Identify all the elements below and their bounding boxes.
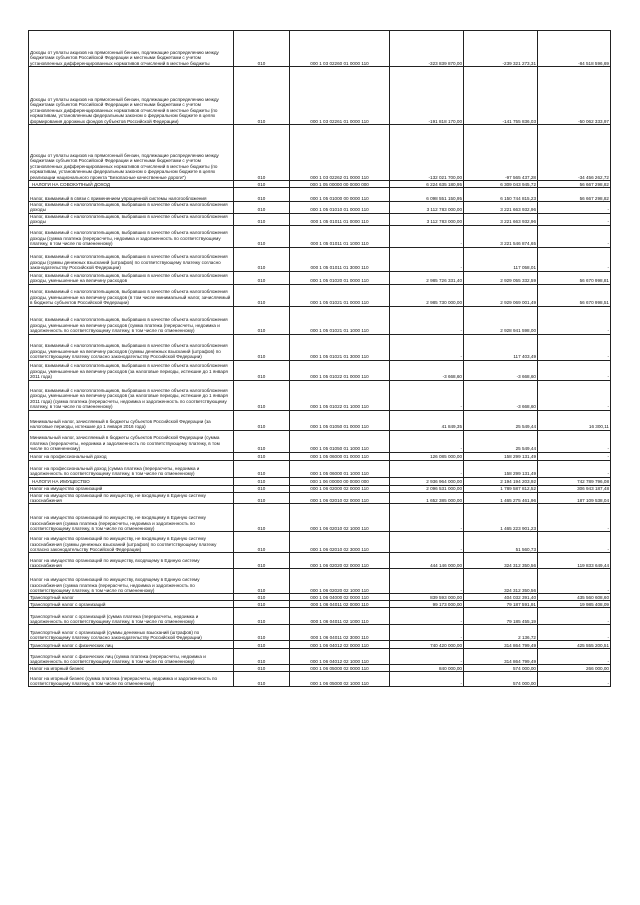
- row-executed-cell: 25 549,44: [464, 430, 538, 452]
- row-kbk-cell: 000 1 06 04012 02 0000 110: [290, 641, 390, 649]
- row-name-cell: Налог на профессиональный доход (сумма платежа (перерасчеты, недоимка и задолженность по соответствующему платежу, в том числе по отмененному): [29, 460, 234, 477]
- row-name-cell: Налог, взимаемый в связи с применением упрощенной системы налогообложения: [29, 188, 234, 202]
- row-name-cell: Налог, взимаемый с налогоплательщиков, выбравших в качестве объекта налогообложения доходы, уменьшенные на величину расходов (суммы денежных взысканий (штрафов) по соответствующему платежу согласно законодательству Российской Федерации): [29, 334, 234, 360]
- row-kbk-cell: 000 1 06 04011 02 0000 110: [290, 601, 390, 608]
- row-code-cell: 010: [234, 553, 290, 569]
- row-executed-cell: 404 032 391,40: [464, 594, 538, 601]
- row-unexecuted-cell: 56 670 998,81: [538, 271, 611, 284]
- table-row: [29, 608, 611, 625]
- row-code-cell: 010: [234, 460, 290, 477]
- row-unexecuted-cell: 306 943 187,48: [538, 485, 611, 492]
- row-name-cell: Транспортный налог с организаций (сумма платежа (перерасчеты, недоимка и задолженность по соответствующему платежу, в том числе по отмененному): [29, 608, 234, 625]
- row-code-cell: 010: [234, 601, 290, 608]
- row-name-cell: Налог на игорный бизнес (сумма платежа (перерасчеты, недоимка и задолженность по соответствующему платежу, в том числе по отмененному): [29, 672, 234, 687]
- row-executed-cell: 25 549,44: [464, 410, 538, 430]
- table-row: [29, 485, 611, 492]
- table-row: [29, 553, 611, 569]
- row-kbk-cell: 000 1 06 04011 02 1000 110: [290, 608, 390, 625]
- row-unexecuted-cell: -: [538, 504, 611, 532]
- row-name-cell: Налог на имущество организаций по имуществу, входящему в Единую систему газоснабжения (сумма платежа (перерасчеты, недоимка и задолженность по соответствующему платежу, в том числе по отмененному): [29, 569, 234, 594]
- table-row: [29, 202, 611, 214]
- row-name-cell: Налог на игорный бизнес: [29, 665, 234, 672]
- table-row: [29, 594, 611, 601]
- row-code-cell: 010: [234, 31, 290, 67]
- row-kbk-cell: 000 1 06 02000 02 0000 110: [290, 485, 390, 492]
- row-code-cell: 010: [234, 625, 290, 641]
- row-code-cell: 010: [234, 672, 290, 687]
- row-approved-cell: -: [390, 306, 464, 334]
- table-row: [29, 334, 611, 360]
- row-unexecuted-cell: -: [538, 532, 611, 553]
- row-executed-cell: 1 789 587 812,52: [464, 485, 538, 492]
- row-kbk-cell: 000 1 06 02010 02 3000 110: [290, 532, 390, 553]
- row-name-cell: Транспортный налог с организаций: [29, 601, 234, 608]
- table-row: [29, 380, 611, 410]
- row-code-cell: 010: [234, 492, 290, 504]
- row-approved-cell: -132 021 700,00: [390, 125, 464, 181]
- row-approved-cell: 6 098 551 150,95: [390, 188, 464, 202]
- row-approved-cell: 1 652 385 000,00: [390, 492, 464, 504]
- row-name-cell: Транспортный налог: [29, 594, 234, 601]
- row-executed-cell: 6 150 744 815,23: [464, 188, 538, 202]
- row-executed-cell: -239 321 273,31: [464, 31, 538, 67]
- row-executed-cell: 3 221 663 932,96: [464, 202, 538, 214]
- table-row: [29, 188, 611, 202]
- row-unexecuted-cell: 425 555 200,51: [538, 641, 611, 649]
- row-kbk-cell: 000 1 06 02010 02 0000 110: [290, 492, 390, 504]
- row-code-cell: 010: [234, 125, 290, 181]
- row-kbk-cell: 000 1 05 06000 01 0000 110: [290, 452, 390, 460]
- row-code-cell: 010: [234, 485, 290, 492]
- row-executed-cell: -97 565 437,28: [464, 125, 538, 181]
- row-unexecuted-cell: 16 300,11: [538, 410, 611, 430]
- row-name-cell: Налог на имущество организаций по имуществу, не входящему в Единую систему газоснабжения (суммы денежных взысканий (штрафов) по соответствующему платежу согласно законодательству Российской Федерации): [29, 532, 234, 553]
- row-unexecuted-cell: -: [538, 225, 611, 247]
- row-kbk-cell: 000 1 05 01050 01 0000 110: [290, 410, 390, 430]
- row-unexecuted-cell: 435 560 608,60: [538, 594, 611, 601]
- row-approved-cell: 740 420 000,00: [390, 641, 464, 649]
- table-body: [29, 31, 611, 687]
- row-executed-cell: 574 000,00: [464, 665, 538, 672]
- row-executed-cell: 2 929 069 001,49: [464, 284, 538, 306]
- row-executed-cell: 2 928 941 598,00: [464, 306, 538, 334]
- row-approved-cell: 444 146 000,00: [390, 553, 464, 569]
- row-kbk-cell: 000 1 05 01022 01 1000 110: [290, 380, 390, 410]
- row-executed-cell: 574 000,00: [464, 672, 538, 687]
- table-row: [29, 410, 611, 430]
- row-executed-cell: 2 929 055 332,59: [464, 271, 538, 284]
- row-kbk-cell: 000 1 03 02261 01 0000 110: [290, 67, 390, 125]
- row-approved-cell: -: [390, 225, 464, 247]
- row-executed-cell: 314 864 799,49: [464, 641, 538, 649]
- row-approved-cell: -: [390, 608, 464, 625]
- row-code-cell: 010: [234, 181, 290, 188]
- row-unexecuted-cell: -34 456 262,72: [538, 125, 611, 181]
- row-code-cell: 010: [234, 641, 290, 649]
- row-code-cell: 010: [234, 594, 290, 601]
- row-code-cell: 010: [234, 334, 290, 360]
- row-unexecuted-cell: 266 000,00: [538, 665, 611, 672]
- table-row: [29, 306, 611, 334]
- row-code-cell: 010: [234, 247, 290, 271]
- row-name-cell: Транспортный налог с организаций (суммы денежных взысканий (штрафов) по соответствующему платежу согласно законодательству Российской Федерации): [29, 625, 234, 641]
- table-row: [29, 492, 611, 504]
- row-kbk-cell: 000 1 05 01022 01 0000 110: [290, 360, 390, 380]
- table-row: [29, 672, 611, 687]
- table-row: [29, 649, 611, 665]
- row-unexecuted-cell: -84 518 596,69: [538, 31, 611, 67]
- row-code-cell: 010: [234, 360, 290, 380]
- row-approved-cell: 3 112 783 000,00: [390, 213, 464, 225]
- row-approved-cell: -323 839 870,00: [390, 31, 464, 67]
- row-unexecuted-cell: -: [538, 625, 611, 641]
- row-code-cell: 010: [234, 569, 290, 594]
- row-name-cell: Налог, взимаемый с налогоплательщиков, выбравших в качестве объекта налогообложения доходы: [29, 213, 234, 225]
- row-approved-cell: 2 096 531 000,00: [390, 485, 464, 492]
- row-approved-cell: -: [390, 334, 464, 360]
- row-approved-cell: -3 668,60: [390, 360, 464, 380]
- row-approved-cell: -: [390, 247, 464, 271]
- row-code-cell: 010: [234, 504, 290, 532]
- row-approved-cell: -191 818 170,00: [390, 67, 464, 125]
- row-kbk-cell: 000 1 05 01021 01 0000 110: [290, 284, 390, 306]
- table-row: [29, 284, 611, 306]
- row-unexecuted-cell: -: [538, 247, 611, 271]
- row-unexecuted-cell: -: [538, 672, 611, 687]
- row-unexecuted-cell: 119 833 649,44: [538, 553, 611, 569]
- row-name-cell: Налог, взимаемый с налогоплательщиков, выбравших в качестве объекта налогообложения доходы, уменьшенные на величину расходов (сумма платежа (перерасчеты, недоимка и задолженность по соответствующему платежу, в том числе по отмененному): [29, 306, 234, 334]
- row-kbk-cell: 000 1 06 02020 02 1000 110: [290, 569, 390, 594]
- table-row: [29, 601, 611, 608]
- row-kbk-cell: 000 1 03 02260 01 0000 110: [290, 31, 390, 67]
- row-name-cell: Транспортный налог с физических лиц (сумма платежа (перерасчеты, недоимка и задолженность по соответствующему платежу, в том числе по отмененному): [29, 649, 234, 665]
- table-row: [29, 247, 611, 271]
- row-name-cell: Доходы от уплаты акцизов на прямогонный бензин, подлежащие распределению между бюджетами субъектов Российской Федерации и местными бюджетами с учетом установленных дифференцированных нормативов отчислений в местные бюджеты (по нормативам, установленным федеральным законом о федеральном бюджете в целях формирования дорожных фондов субъектов Российской Федерации): [29, 67, 234, 125]
- row-name-cell: Налог на имущество организаций по имуществу, входящему в Единую систему газоснабжения: [29, 553, 234, 569]
- table-row: [29, 31, 611, 67]
- row-executed-cell: 3 221 546 874,65: [464, 225, 538, 247]
- row-unexecuted-cell: -: [538, 452, 611, 460]
- row-code-cell: 010: [234, 306, 290, 334]
- row-approved-cell: 99 173 000,00: [390, 601, 464, 608]
- row-kbk-cell: 000 1 05 01021 01 3000 110: [290, 334, 390, 360]
- row-code-cell: 010: [234, 202, 290, 214]
- row-executed-cell: 158 299 131,49: [464, 460, 538, 477]
- row-executed-cell: -3 668,60: [464, 380, 538, 410]
- row-code-cell: 010: [234, 380, 290, 410]
- row-approved-cell: -: [390, 625, 464, 641]
- row-approved-cell: 2 985 730 000,00: [390, 284, 464, 306]
- row-kbk-cell: 000 1 05 01010 01 0000 110: [290, 202, 390, 214]
- row-executed-cell: 324 312 350,56: [464, 569, 538, 594]
- row-kbk-cell: 000 1 06 04012 02 1000 110: [290, 649, 390, 665]
- row-kbk-cell: 000 1 06 02020 02 0000 110: [290, 553, 390, 569]
- row-unexecuted-cell: -: [538, 569, 611, 594]
- row-name-cell: Доходы от уплаты акцизов на прямогонный бензин, подлежащие распределению между бюджетами субъектов Российской Федерации и местными бюджетами с учетом установленных дифференцированных нормативов отчислений в местные бюджеты: [29, 31, 234, 67]
- table-row: [29, 430, 611, 452]
- row-name-cell: Минимальный налог, зачисляемый в бюджеты субъектов Российской Федерации (за налоговые периоды, истекшие до 1 января 2016 года): [29, 410, 234, 430]
- row-kbk-cell: 000 1 06 05000 02 1000 110: [290, 672, 390, 687]
- row-name-cell: Налог, взимаемый с налогоплательщиков, выбравших в качестве объекта налогообложения доходы (суммы денежных взысканий (штрафов) по соответствующему платежу согласно законодательству Российской Федерации): [29, 247, 234, 271]
- row-approved-cell: 840 000,00: [390, 665, 464, 672]
- row-approved-cell: -: [390, 430, 464, 452]
- row-unexecuted-cell: -: [538, 430, 611, 452]
- row-kbk-cell: 000 1 05 01050 01 1000 110: [290, 430, 390, 452]
- row-approved-cell: 41 849,35: [390, 410, 464, 430]
- row-code-cell: 010: [234, 271, 290, 284]
- row-kbk-cell: 000 1 05 01011 01 0000 110: [290, 213, 390, 225]
- row-executed-cell: 79 187 591,91: [464, 601, 538, 608]
- row-kbk-cell: 000 1 06 02010 02 1000 110: [290, 504, 390, 532]
- row-name-cell: Налог, взимаемый с налогоплательщиков, выбравших в качестве объекта налогообложения доходы, уменьшенные на величину расходов (в том числе минимальный налог, зачисляемый в бюджеты субъектов Российской Федерации): [29, 284, 234, 306]
- row-executed-cell: -3 668,60: [464, 360, 538, 380]
- row-code-cell: 010: [234, 665, 290, 672]
- table-row: [29, 532, 611, 553]
- row-executed-cell: 117 403,49: [464, 334, 538, 360]
- table-row: [29, 641, 611, 649]
- budget-execution-table: [28, 30, 611, 687]
- table-row: [29, 213, 611, 225]
- row-name-cell: НАЛОГИ НА СОВОКУПНЫЙ ДОХОД: [29, 181, 234, 188]
- row-code-cell: 010: [234, 608, 290, 625]
- row-code-cell: 010: [234, 649, 290, 665]
- row-approved-cell: 2 985 726 331,40: [390, 271, 464, 284]
- row-name-cell: Транспортный налог с физических лиц: [29, 641, 234, 649]
- row-code-cell: 010: [234, 284, 290, 306]
- row-name-cell: Налог, взимаемый с налогоплательщиков, выбравших в качестве объекта налогообложения доходы, уменьшенные на величину расходов (за налоговые периоды, истекшие до 1 января 2011 года): [29, 360, 234, 380]
- row-name-cell: Налог, взимаемый с налогоплательщиков, выбравших в качестве объекта налогообложения доходы, уменьшенные на величину расходов (за налоговые периоды, истекшие до 1 января 2011 года) (сумма платежа (перерасчеты, недоимка и задолженность по соответствующему платежу, в том числе по отмененному): [29, 380, 234, 410]
- row-code-cell: 010: [234, 188, 290, 202]
- row-executed-cell: 6 309 043 945,72: [464, 181, 538, 188]
- row-name-cell: Налог, взимаемый с налогоплательщиков, выбравших в качестве объекта налогообложения доходы: [29, 202, 234, 214]
- row-executed-cell: -141 755 836,03: [464, 67, 538, 125]
- row-name-cell: Налог на имущество организаций: [29, 485, 234, 492]
- row-approved-cell: -: [390, 672, 464, 687]
- row-approved-cell: -: [390, 649, 464, 665]
- row-executed-cell: 158 299 131,49: [464, 452, 538, 460]
- row-name-cell: Минимальный налог, зачисляемый в бюджеты субъектов Российской Федерации (сумма платежа (перерасчеты, недоимка и задолженность по соответствующему платежу, в том числе по отмененному): [29, 430, 234, 452]
- row-approved-cell: 6 224 635 180,95: [390, 181, 464, 188]
- row-unexecuted-cell: 56 667 298,82: [538, 188, 611, 202]
- row-kbk-cell: 000 1 05 06000 01 1000 110: [290, 460, 390, 477]
- row-code-cell: 010: [234, 213, 290, 225]
- row-name-cell: Налог на имущество организаций по имуществу, не входящему в Единую систему газоснабжения: [29, 492, 234, 504]
- row-approved-cell: -: [390, 532, 464, 553]
- table-row: [29, 569, 611, 594]
- row-name-cell: Налог на профессиональный доход: [29, 452, 234, 460]
- row-approved-cell: 2 936 964 000,00: [390, 477, 464, 485]
- row-kbk-cell: 000 1 05 01011 01 1000 110: [290, 225, 390, 247]
- table-row: [29, 181, 611, 188]
- row-approved-cell: -: [390, 460, 464, 477]
- row-kbk-cell: 000 1 06 04000 02 0000 110: [290, 594, 390, 601]
- row-unexecuted-cell: -: [538, 306, 611, 334]
- row-kbk-cell: 000 1 05 01011 01 3000 110: [290, 247, 390, 271]
- row-executed-cell: 1 465 223 901,23: [464, 504, 538, 532]
- row-unexecuted-cell: -: [538, 334, 611, 360]
- table-row: [29, 504, 611, 532]
- table-row: [29, 125, 611, 181]
- row-kbk-cell: 000 1 05 01021 01 1000 110: [290, 306, 390, 334]
- row-approved-cell: -: [390, 380, 464, 410]
- row-name-cell: Налог на имущество организаций по имуществу, не входящему в Единую систему газоснабжения (сумма платежа (перерасчеты, недоимка и задолженность по соответствующему платежу, в том числе по отмененному): [29, 504, 234, 532]
- row-executed-cell: 2 136,72: [464, 625, 538, 641]
- row-name-cell: Налог, взимаемый с налогоплательщиков, выбравших в качестве объекта налогообложения доходы (сумма платежа (перерасчеты, недоимка и задолженность по соответствующему платежу, в том числе по отмененному): [29, 225, 234, 247]
- row-code-cell: 010: [234, 532, 290, 553]
- row-kbk-cell: 000 1 06 00000 00 0000 000: [290, 477, 390, 485]
- row-approved-cell: -: [390, 569, 464, 594]
- row-code-cell: 010: [234, 410, 290, 430]
- row-executed-cell: 117 058,01: [464, 247, 538, 271]
- row-kbk-cell: 000 1 06 05000 02 0000 110: [290, 665, 390, 672]
- row-code-cell: 010: [234, 430, 290, 452]
- table-row: [29, 271, 611, 284]
- row-unexecuted-cell: -: [538, 360, 611, 380]
- row-unexecuted-cell: -: [538, 380, 611, 410]
- row-code-cell: 010: [234, 225, 290, 247]
- row-name-cell: Налог, взимаемый с налогоплательщиков, выбравших в качестве объекта налогообложения доходы, уменьшенные на величину расходов: [29, 271, 234, 284]
- row-unexecuted-cell: 56 670 998,51: [538, 284, 611, 306]
- row-kbk-cell: 000 1 05 01020 01 0000 110: [290, 271, 390, 284]
- table-row: [29, 665, 611, 672]
- row-kbk-cell: 000 1 03 02262 01 0000 110: [290, 125, 390, 181]
- table-row: [29, 452, 611, 460]
- row-unexecuted-cell: -50 062 333,97: [538, 67, 611, 125]
- row-executed-cell: 79 185 455,19: [464, 608, 538, 625]
- row-unexecuted-cell: 56 667 298,82: [538, 181, 611, 188]
- row-unexecuted-cell: -: [538, 649, 611, 665]
- row-executed-cell: 1 465 275 461,96: [464, 492, 538, 504]
- row-executed-cell: 324 312 350,56: [464, 553, 538, 569]
- row-unexecuted-cell: 742 789 796,08: [538, 477, 611, 485]
- row-kbk-cell: 000 1 06 04011 02 3000 110: [290, 625, 390, 641]
- row-approved-cell: 126 085 000,00: [390, 452, 464, 460]
- row-unexecuted-cell: -: [538, 213, 611, 225]
- row-unexecuted-cell: -: [538, 202, 611, 214]
- table-row: [29, 225, 611, 247]
- table-row: [29, 67, 611, 125]
- row-approved-cell: 839 593 000,00: [390, 594, 464, 601]
- row-name-cell: Доходы от уплаты акцизов на прямогонный бензин, подлежащие распределению между бюджетами субъектов Российской Федерации и местными бюджетами с учетом установленных дифференцированных нормативов отчислений в местные бюджеты (по нормативам, установленным федеральным законом о федеральном бюджете в целях реализации национального проекта "Безопасные качественные дороги"): [29, 125, 234, 181]
- row-unexecuted-cell: 187 109 538,04: [538, 492, 611, 504]
- row-kbk-cell: 000 1 05 01000 00 0000 110: [290, 188, 390, 202]
- table-row: [29, 360, 611, 380]
- table-row: [29, 625, 611, 641]
- row-code-cell: 010: [234, 67, 290, 125]
- row-executed-cell: 3 221 663 932,96: [464, 213, 538, 225]
- row-executed-cell: 51 560,73: [464, 532, 538, 553]
- row-kbk-cell: 000 1 05 00000 00 0000 000: [290, 181, 390, 188]
- row-executed-cell: 314 864 799,49: [464, 649, 538, 665]
- row-approved-cell: -: [390, 504, 464, 532]
- row-name-cell: НАЛОГИ НА ИМУЩЕСТВО: [29, 477, 234, 485]
- row-executed-cell: 2 194 194 203,92: [464, 477, 538, 485]
- row-code-cell: 010: [234, 452, 290, 460]
- table-row: [29, 477, 611, 485]
- row-unexecuted-cell: -: [538, 460, 611, 477]
- row-unexecuted-cell: 19 985 408,09: [538, 601, 611, 608]
- row-approved-cell: 3 112 783 000,00: [390, 202, 464, 214]
- row-code-cell: 010: [234, 477, 290, 485]
- row-unexecuted-cell: -: [538, 608, 611, 625]
- table-row: [29, 460, 611, 477]
